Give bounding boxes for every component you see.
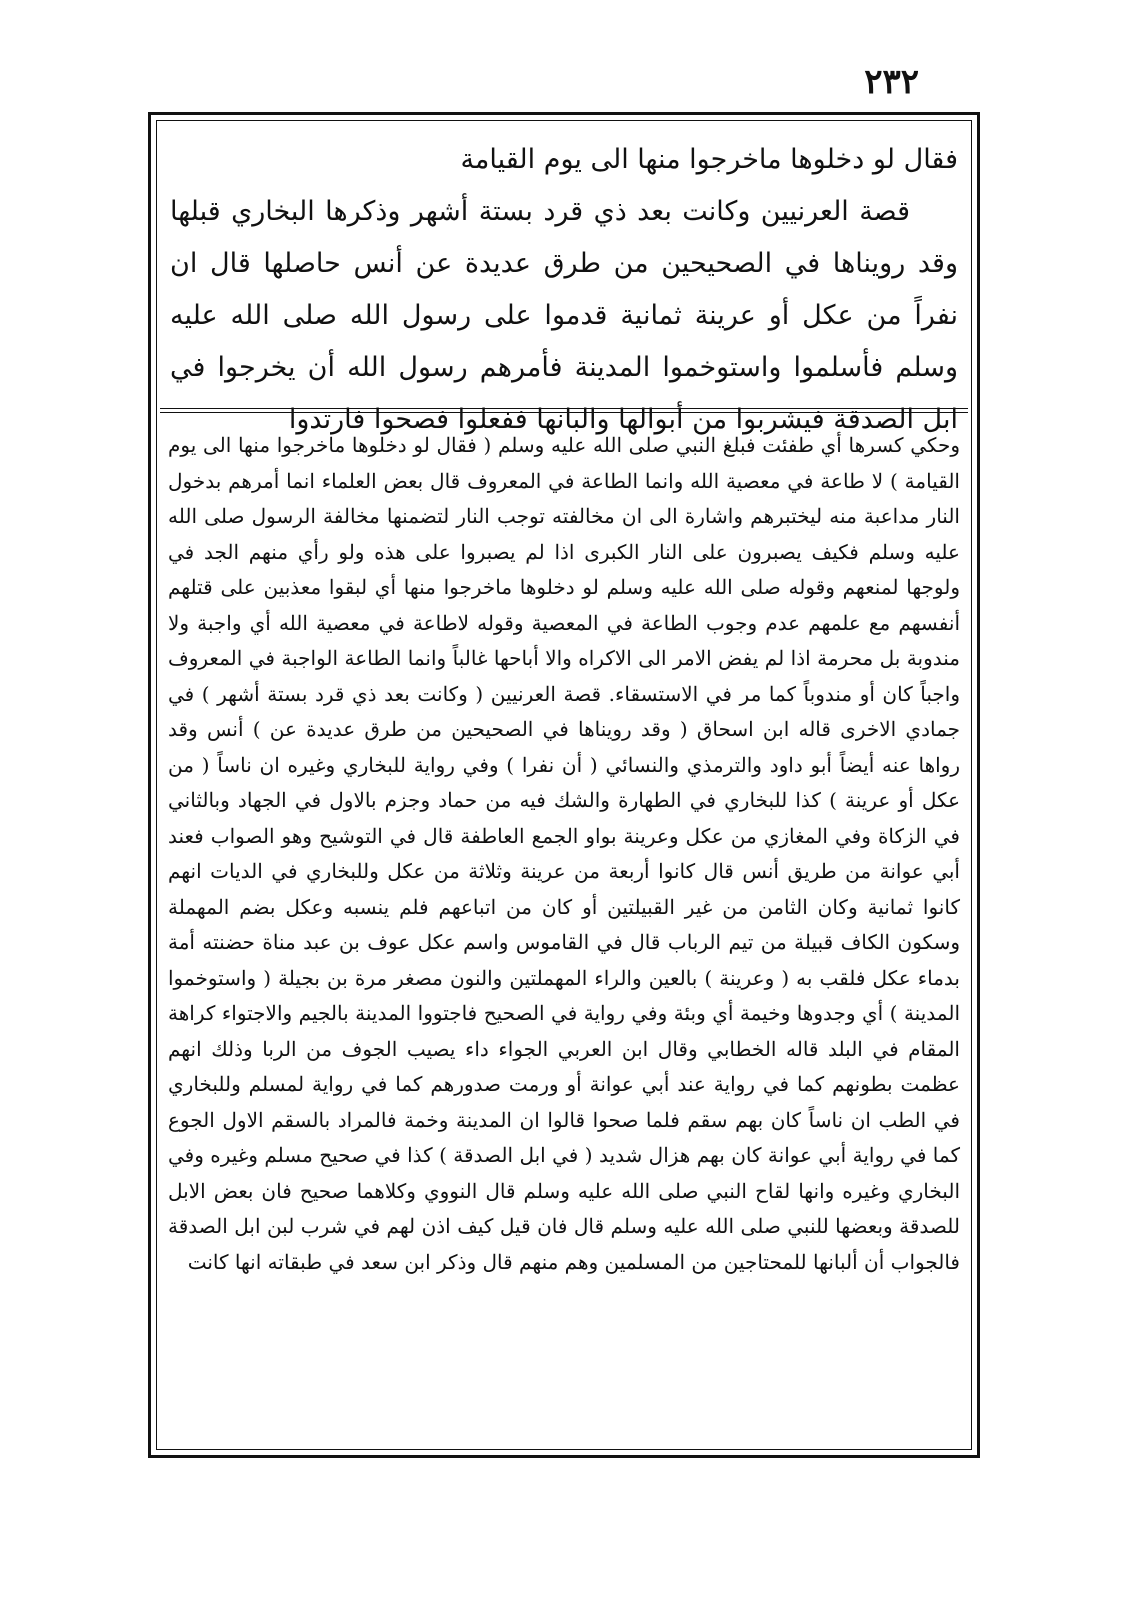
- commentary-text: وحكي كسرها أي طفئت فبلغ النبي صلى الله عليه وسلم ( فقال لو دخلوها ماخرجوا منها الى يوم القيامة ) لا طاعة في معصية الله وانما الطاعة في المعروف قال بعض العلماء انما أمرهم بدخول النار مداعبة منه ليختبرهم واشارة الى ان مخالفته توجب النار لتضمنها مخالفة الرسول صلى الله عليه وسلم فكيف يصبرون على النار الكبرى اذا لم يصبروا على هذه ولو رأي منهم الجد في ولوجها لمنعهم وقوله صلى الله عليه وسلم لو دخلوها ماخرجوا منها أي لبقوا معذبين على قتلهم أنفسهم مع علمهم عدم وجوب الطاعة في المعصية وقوله لاطاعة في معصية الله أي واجبة ولا مندوبة بل محرمة اذا لم يفض الامر الى الاكراه والا أباحها غالباً وانما الطاعة الواجبة في المعروف واجباً كان أو مندوباً كما مر في الاستسقاء. قصة العرنيين ( وكانت بعد ذي قرد بستة أشهر ) في جمادي الاخرى قاله ابن اسحاق ( وقد رويناها في الصحيحين من طرق عديدة عن ) أنس وقد رواها عنه أيضاً أبو داود والترمذي والنسائي ( أن نفرا ) وفي رواية للبخاري وغيره ان ناساً ( من عكل أو عرينة ) كذا للبخاري في الطهارة والشك فيه من حماد وجزم بالاول في الجهاد وبالثاني في الزكاة وفي المغازي من عكل وعرينة بواو الجمع العاطفة قال في التوشيح وهو الصواب فعند أبي عوانة من طريق أنس قال كانوا أربعة من عرينة وثلاثة من عكل وللبخاري في الديات انهم كانوا ثمانية وكان الثامن من غير القبيلتين أو كان من اتباعهم فلم ينسبه وعكل بضم المهملة وسكون الكاف قبيلة من تيم الرباب قال في القاموس واسم عكل عوف بن عبد مناة حضنته أمة بدماء عكل فلقب به ( وعرينة ) بالعين والراء المهملتين والنون مصغر مرة بن بجيلة ( واستوخموا المدينة ) أي وجدوها وخيمة أي وبئة وفي رواية في الصحيح فاجتووا المدينة بالجيم والاجتواء كراهة المقام في البلد قاله الخطابي وقال ابن العربي الجواء داء يصيب الجوف من الربا وذلك انهم عظمت بطونهم كما في رواية عند أبي عوانة أو ورمت صدورهم كما في رواية لمسلم وللبخاري في الطب ان ناساً كان بهم سقم فلما صحوا قالوا ان المدينة وخمة فالمراد بالسقم الاول الجوع كما في رواية أبي عوانة كان بهم هزال شديد ( في ابل الصدقة ) كذا في صحيح مسلم وغيره وفي البخاري وغيره وانها لقاح النبي صلى الله عليه وسلم قال النووي وكلاهما صحيح فان بعض الابل للصدقة وبعضها للنبي صلى الله عليه وسلم قال فان قيل كيف اذن لهم في شرب لبن ابل الصدقة فالجواب أن ألبانها للمحتاجين من المسلمين وهم منهم قال وذكر ابن سعد في طبقاته انها كانت: [168, 433, 960, 1274]
- page-number: ٢٣٢: [864, 62, 919, 102]
- commentary-block: [168, 428, 960, 1280]
- main-text-block: [170, 134, 958, 446]
- main-text-paragraph: قصة العرنيين وكانت بعد ذي قرد بستة أشهر وذكرها البخاري قبلها وقد رويناها في الصحيحين من طرق عديدة عن أنس حاصلها قال ان نفراً من عكل أو عرينة ثمانية قدموا على رسول الله صلى الله عليه وسلم فأسلموا واستوخموا المدينة فأمرهم رسول الله أن يخرجوا في ابل الصدقة فيشربوا من أبوالها والبانها ففعلوا فصحوا فارتدوا: [170, 196, 958, 435]
- section-divider: [160, 408, 968, 413]
- main-text-paragraph: فقال لو دخلوها ماخرجوا منها الى يوم القيامة: [460, 144, 958, 175]
